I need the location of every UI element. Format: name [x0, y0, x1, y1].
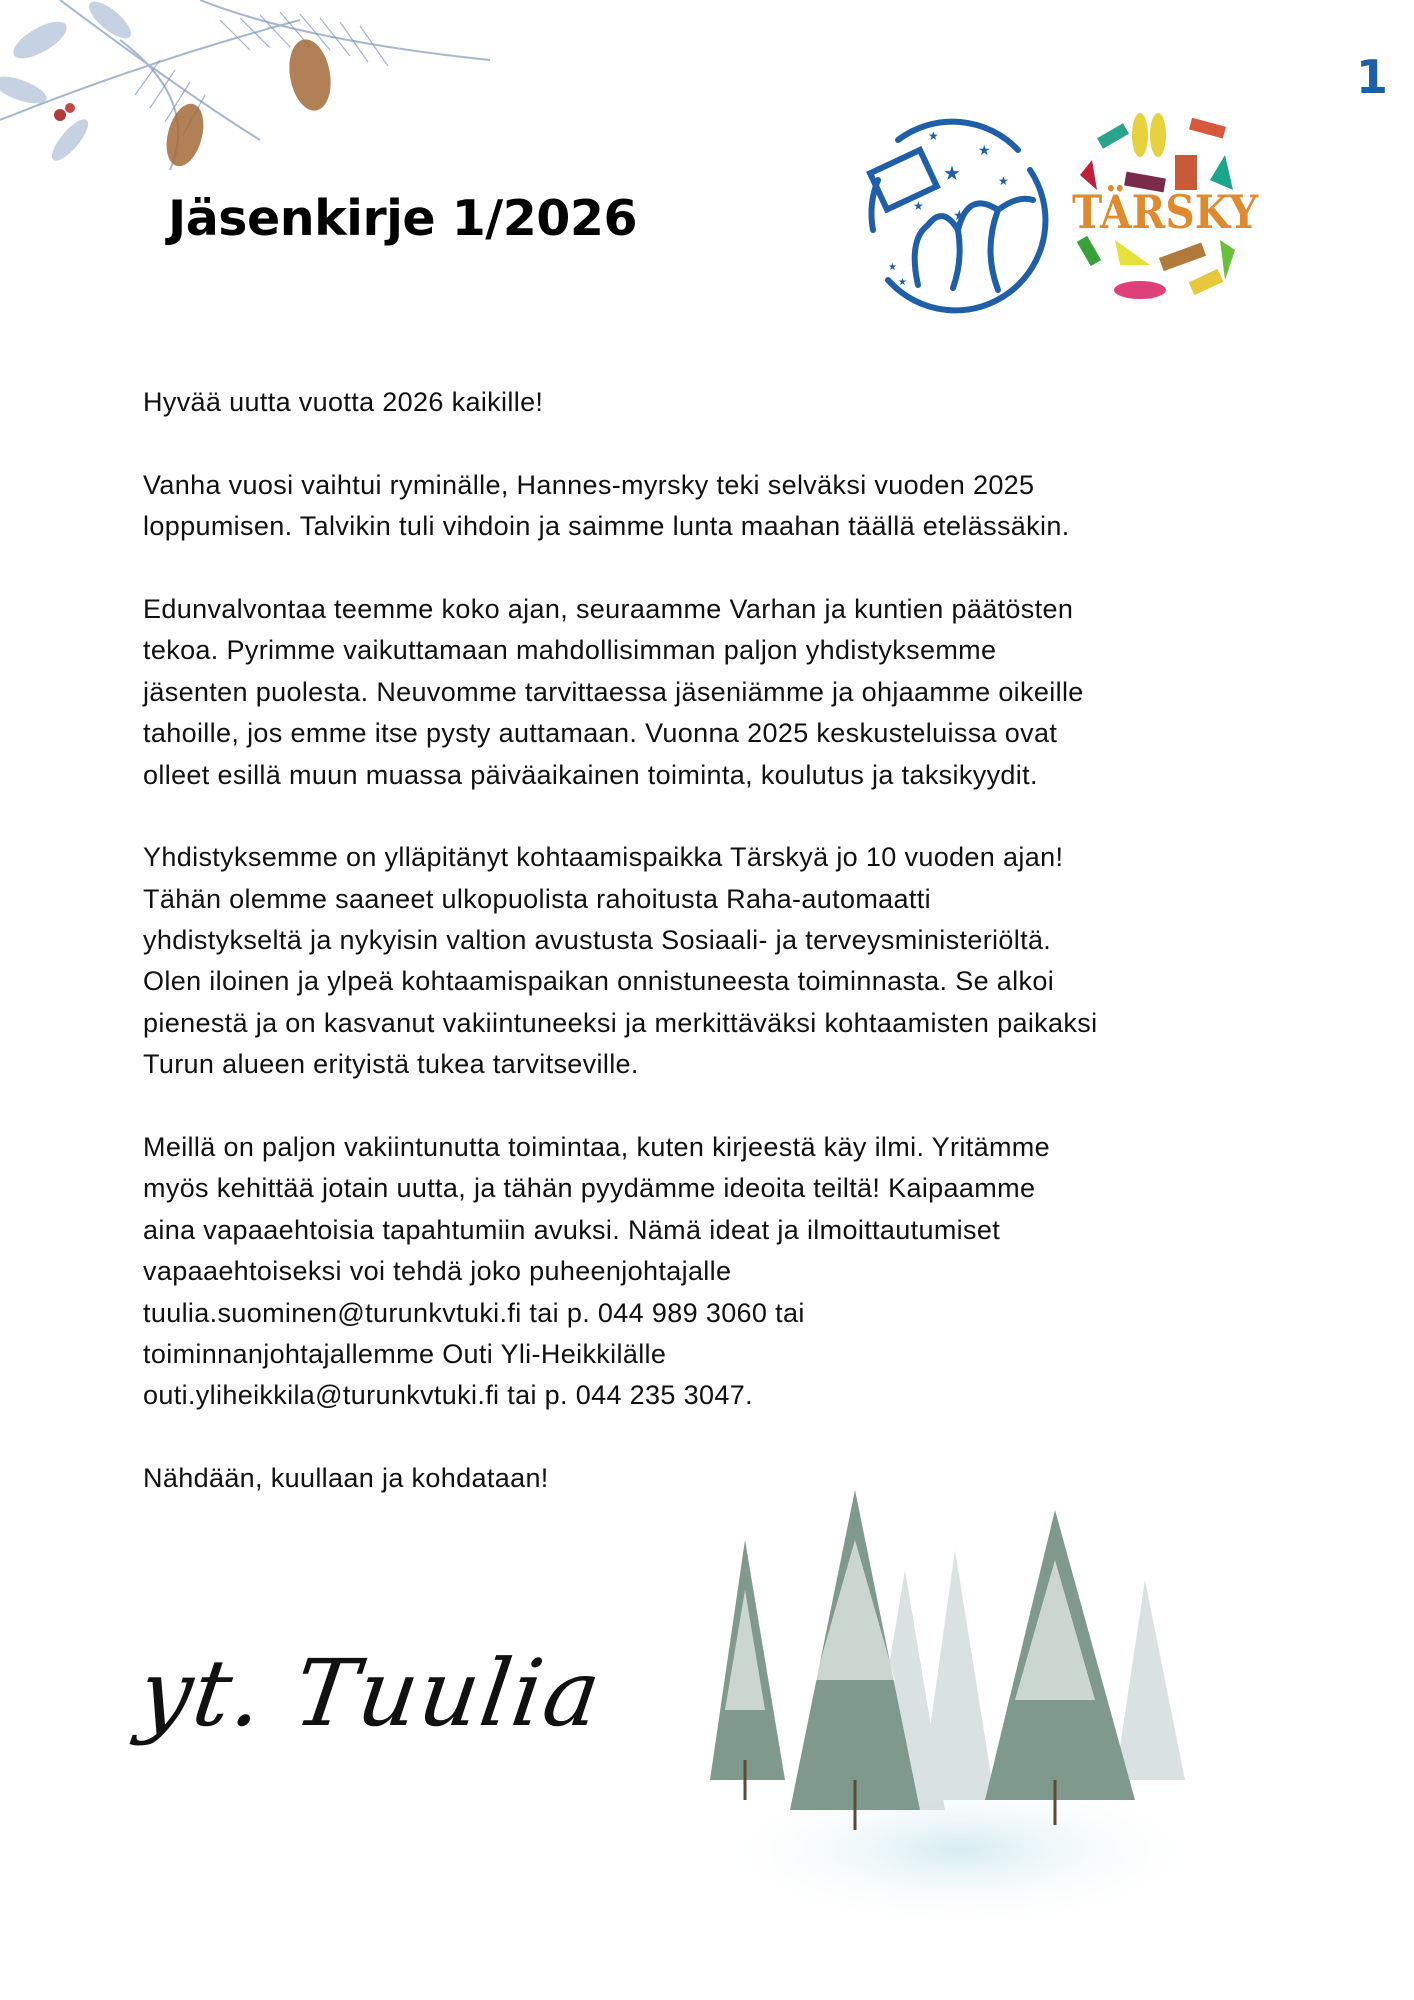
text-line: Yhdistyksemme on ylläpitänyt kohtaamispaikka Tärskyä jo 10 vuoden ajan! — [143, 842, 1064, 873]
text-line: Edunvalvontaa teemme koko ajan, seuraamme Varhan ja kuntien päätösten — [143, 593, 1074, 624]
paragraph-advocacy — [143, 589, 1293, 796]
contact-line-director[interactable]: outi.yliheikkila@turunkvtuki.fi tai p. 044 235 3047. — [143, 1380, 753, 1411]
text-line: Olen iloinen ja ylpeä kohtaamispaikan onnistuneesta toiminnasta. Se alkoi — [143, 966, 1055, 997]
text-line: Meillä on paljon vakiintunutta toimintaa, kuten kirjeestä käy ilmi. Yritämme — [143, 1132, 1050, 1163]
letter-body — [143, 382, 1293, 1541]
text-line: toiminnanjohtajallemme Outi Yli-Heikkilälle — [143, 1338, 667, 1369]
paragraph-year-change — [143, 465, 1293, 548]
page-number: 1 — [1356, 50, 1389, 104]
text-line: aina vapaaehtoisia tapahtumiin avuksi. Nämä ideat ja ilmoittautumiset — [143, 1214, 1001, 1245]
text-line: tekoa. Pyrimme vaikuttamaan mahdollisimman paljon yhdistyksemme — [143, 635, 997, 666]
svg-text:★: ★ — [943, 161, 961, 185]
svg-text:★: ★ — [913, 199, 924, 213]
signature: yt. Tuulia — [132, 1640, 609, 1747]
paragraph-volunteers — [143, 1127, 1293, 1417]
svg-text:★: ★ — [898, 277, 907, 288]
text-line: tahoille, jos emme itse pysty auttamaan. Vuonna 2025 keskusteluissa ovat — [143, 718, 1058, 749]
tarsky-logo — [1070, 110, 1283, 305]
svg-text:★: ★ — [998, 174, 1009, 188]
text-line: jäsenten puolesta. Neuvomme tarvittaessa jäseniämme ja ohjaamme oikeille — [143, 676, 1084, 707]
text-line: Nähdään, kuullaan ja kohdataan! — [143, 1463, 549, 1494]
association-logo — [858, 110, 1048, 305]
paragraph-tarsky — [143, 837, 1293, 1085]
svg-text:★: ★ — [928, 129, 939, 143]
winter-branches-icon — [0, 0, 500, 210]
text-line: Turun alueen erityistä tukea tarvitseville. — [143, 1049, 639, 1080]
paragraph-greeting — [143, 382, 1293, 423]
svg-text:★: ★ — [978, 143, 991, 159]
text-line: pienestä ja on kasvanut vakiintuneeksi ja merkittäväksi kohtaamisten paikaksi — [143, 1007, 1098, 1038]
contact-line-chair[interactable]: tuulia.suominen@turunkvtuki.fi tai p. 044 989 3060 tai — [143, 1297, 805, 1328]
text-line: myös kehittää jotain uutta, ja tähän pyydämme ideoita teiltä! Kaipaamme — [143, 1173, 1036, 1204]
text-line: Vanha vuosi vaihtui ryminälle, Hannes-myrsky teki selväksi vuoden 2025 — [143, 469, 1035, 500]
tarsky-logo-text: TÄRSKY — [1072, 185, 1283, 239]
svg-text:★: ★ — [888, 262, 897, 273]
text-line: vapaaehtoiseksi voi tehdä joko puheenjohtajalle — [143, 1256, 732, 1287]
svg-text:★: ★ — [953, 208, 966, 224]
text-line: Tähän olemme saaneet ulkopuolista rahoitusta Raha-automaatti — [143, 883, 931, 914]
page-title: Jäsenkirje 1/2026 — [168, 190, 638, 247]
text-line: olleet esillä muun muassa päiväaikainen toiminta, koulutus ja taksikyydit. — [143, 759, 1038, 790]
text-line: Hyvää uutta vuotta 2026 kaikille! — [143, 387, 544, 417]
text-line: loppumisen. Talvikin tuli vihdoin ja saimme lunta maahan täällä etelässäkin. — [143, 511, 1070, 542]
text-line: yhdistykseltä ja nykyisin valtion avustusta Sosiaali- ja terveysministeriöltä. — [143, 925, 1052, 956]
snowy-trees-icon — [705, 1480, 1215, 1930]
